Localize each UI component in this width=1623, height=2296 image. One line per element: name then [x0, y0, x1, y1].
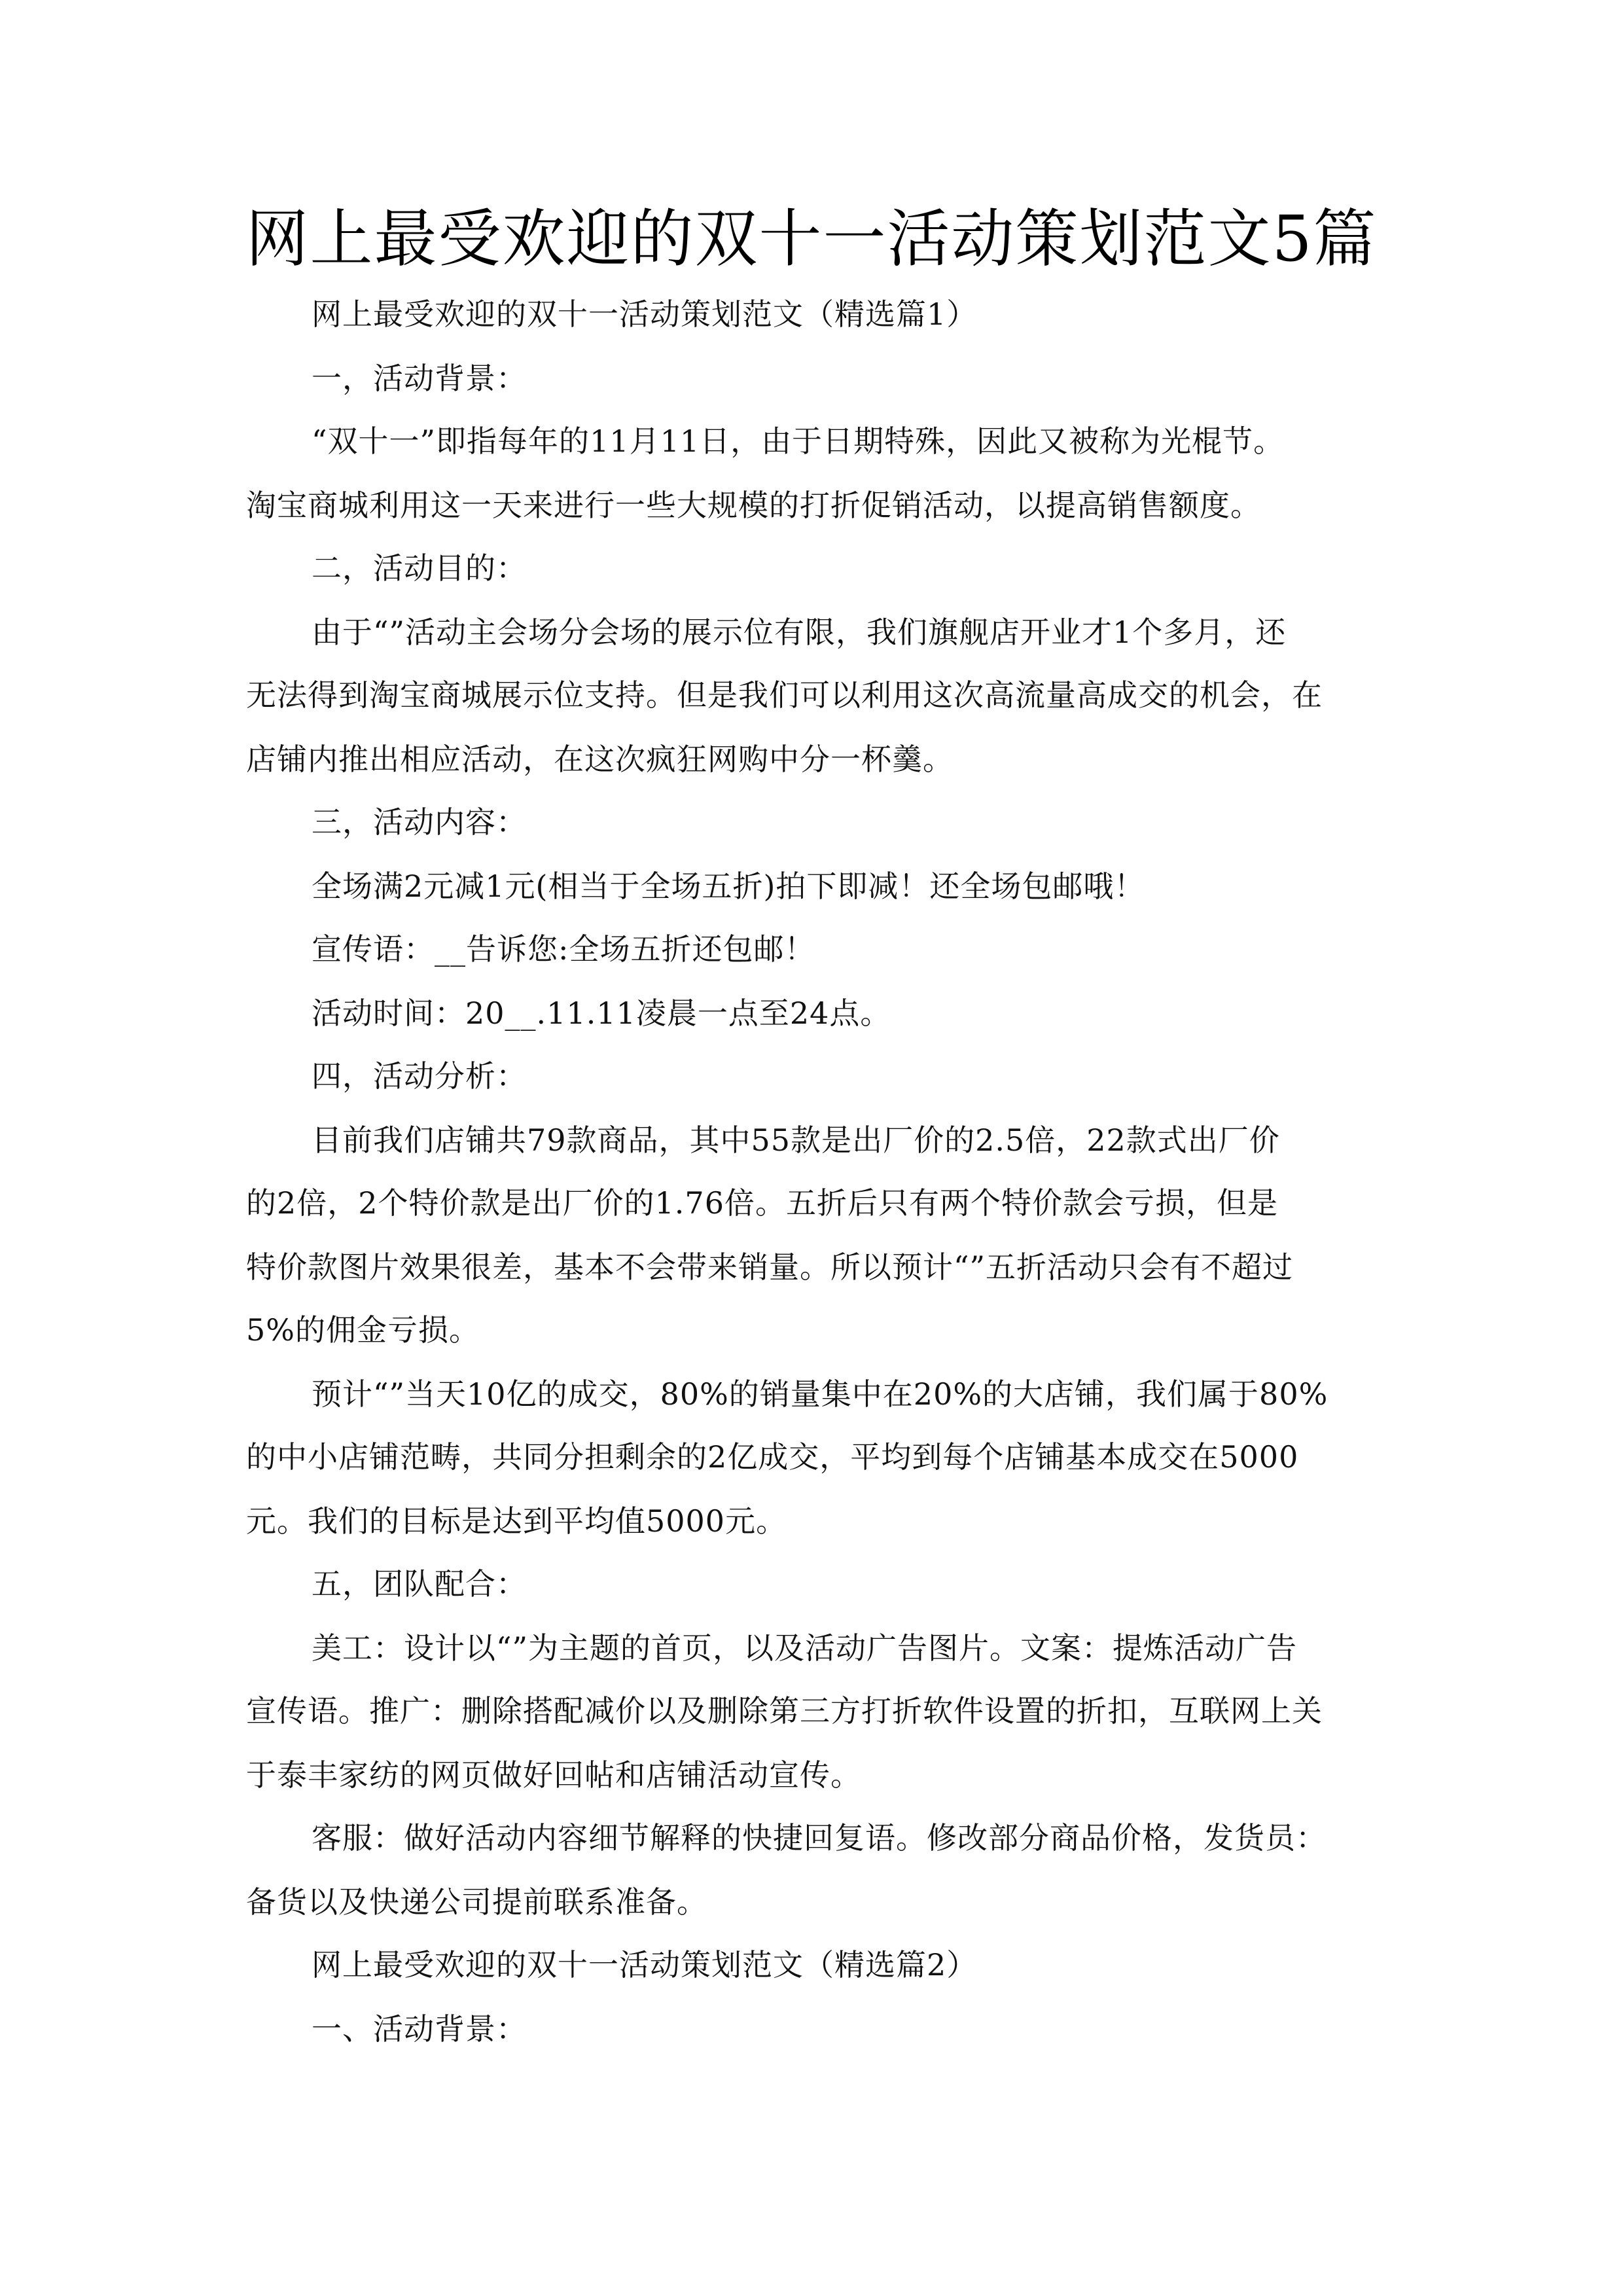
text-line: 四，活动分析：	[312, 1058, 527, 1094]
text-line: 的2倍，2个特价款是出厂价的1.76倍。五折后只有两个特价款会亏损，但是	[246, 1185, 1278, 1221]
text-line: 活动时间：20__.11.11凌晨一点至24点。	[312, 996, 891, 1031]
text-line: 五，团队配合：	[312, 1566, 527, 1602]
text-line: 特价款图片效果很差，基本不会带来销量。所以预计“”五折活动只会有不超过	[246, 1249, 1294, 1285]
text-line: 预计“”当天10亿的成交，80%的销量集中在20%的大店铺，我们属于80%	[312, 1376, 1329, 1412]
text-line: 网上最受欢迎的双十一活动策划范文（精选篇2）	[312, 1947, 978, 1982]
text-line: 备货以及快递公司提前联系准备。	[246, 1884, 707, 1920]
text-line: 无法得到淘宝商城展示位支持。但是我们可以利用这次高流量高成交的机会，在	[246, 677, 1323, 713]
document-title: 网上最受欢迎的双十一活动策划范文5篇	[245, 202, 1378, 276]
text-line: 一、活动背景：	[312, 2011, 527, 2047]
text-line: 店铺内推出相应活动，在这次疯狂网购中分一杯羹。	[246, 742, 954, 777]
text-line: 目前我们店铺共79款商品，其中55款是出厂价的2.5倍，22款式出厂价	[312, 1122, 1280, 1158]
text-line: “双十一”即指每年的11月11日，由于日期特殊，因此又被称为光棍节。	[312, 423, 1285, 459]
text-line: 淘宝商城利用这一天来进行一些大规模的打折促销活动，以提高销售额度。	[246, 488, 1261, 523]
text-line: 由于“”活动主会场分会场的展示位有限，我们旗舰店开业才1个多月，还	[312, 615, 1287, 650]
text-line: 于泰丰家纺的网页做好回帖和店铺活动宣传。	[246, 1757, 861, 1793]
text-line: 的中小店铺范畴，共同分担剩余的2亿成交，平均到每个店铺基本成交在5000	[246, 1439, 1299, 1475]
text-line: 宣传语。推广：删除搭配减价以及删除第三方打折软件设置的折扣，互联网上关	[246, 1693, 1323, 1729]
text-line: 美工：设计以“”为主题的首页，以及活动广告图片。文案：提炼活动广告	[312, 1630, 1298, 1666]
text-line: 全场满2元减1元(相当于全场五折)拍下即减！还全场包邮哦！	[312, 869, 1145, 904]
text-line: 一，活动背景：	[312, 361, 527, 396]
text-line: 网上最受欢迎的双十一活动策划范文（精选篇1）	[312, 296, 978, 332]
text-line: 二，活动目的：	[312, 550, 527, 586]
text-line: 元。我们的目标是达到平均值5000元。	[246, 1503, 787, 1539]
text-line: 宣传语：__告诉您:全场五折还包邮！	[312, 931, 815, 967]
text-line: 5%的佣金亏损。	[246, 1312, 480, 1348]
text-line: 三，活动内容：	[312, 804, 527, 840]
text-line: 客服：做好活动内容细节解释的快捷回复语。修改部分商品价格，发货员：	[312, 1820, 1327, 1856]
